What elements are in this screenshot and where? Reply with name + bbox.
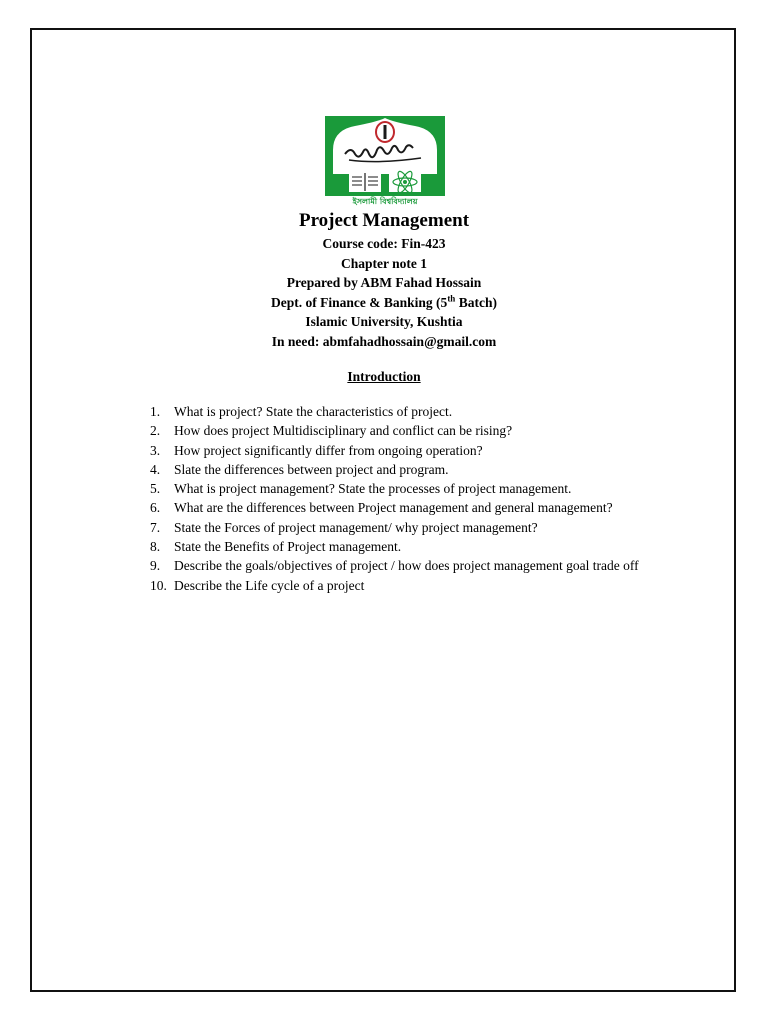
list-number: 9.: [150, 558, 161, 574]
list-number: 7.: [150, 519, 161, 535]
list-text: Describe the goals/objectives of project / how does project management goal trade off: [174, 558, 639, 574]
document-title: Project Management: [298, 210, 470, 231]
list-item: [150, 402, 730, 421]
list-text: How project significantly differ from ongoing operation?: [174, 442, 483, 458]
department: [0, 293, 768, 313]
list-item: [150, 479, 730, 498]
chapter-note: Chapter note 1: [341, 255, 427, 271]
question-list: [150, 402, 730, 595]
list-item: [150, 441, 730, 460]
list-item: [150, 518, 730, 537]
list-item: [150, 537, 730, 556]
section-heading: Introduction: [347, 369, 421, 384]
course-code: Course code: Fin-423: [322, 236, 446, 251]
university-name: Islamic University, Kushtia: [305, 314, 463, 330]
list-text: What is project management? State the processes of project management.: [174, 481, 572, 497]
list-number: 4.: [150, 461, 161, 477]
list-text: What is project? State the characteristics of project.: [174, 404, 453, 419]
department-superscript: th: [447, 293, 456, 304]
list-item: [150, 498, 730, 517]
list-item: [150, 576, 730, 595]
list-number: 3.: [150, 442, 161, 458]
logo-caption: ইসলামী বিশ্ববিদ্যালয়: [352, 197, 418, 206]
list-number: 1.: [150, 404, 161, 419]
prepared-by: Prepared by ABM Fahad Hossain: [286, 275, 482, 291]
list-number: 10.: [150, 577, 167, 593]
list-text: What are the differences between Project management and general management?: [174, 500, 613, 516]
list-item: [150, 421, 730, 440]
list-number: 6.: [150, 500, 161, 516]
department-suffix: Batch): [455, 294, 497, 310]
list-item: [150, 556, 730, 575]
document-header: [0, 208, 768, 352]
list-text: State the Forces of project management/ why project management?: [174, 519, 538, 535]
list-number: 8.: [150, 539, 161, 555]
list-item: [150, 460, 730, 479]
list-text: State the Benefits of Project management.: [174, 539, 402, 555]
contact-email: In need: abmfahadhossain@gmail.com: [271, 333, 497, 349]
list-text: How does project Multidisciplinary and conflict can be rising?: [174, 423, 513, 439]
list-number: 2.: [150, 423, 161, 439]
department-prefix: Dept. of Finance & Banking (5: [271, 294, 448, 310]
list-number: 5.: [150, 481, 161, 497]
university-logo: [325, 116, 445, 206]
list-text: Describe the Life cycle of a project: [174, 577, 365, 593]
list-text: Slate the differences between project and program.: [174, 461, 449, 477]
